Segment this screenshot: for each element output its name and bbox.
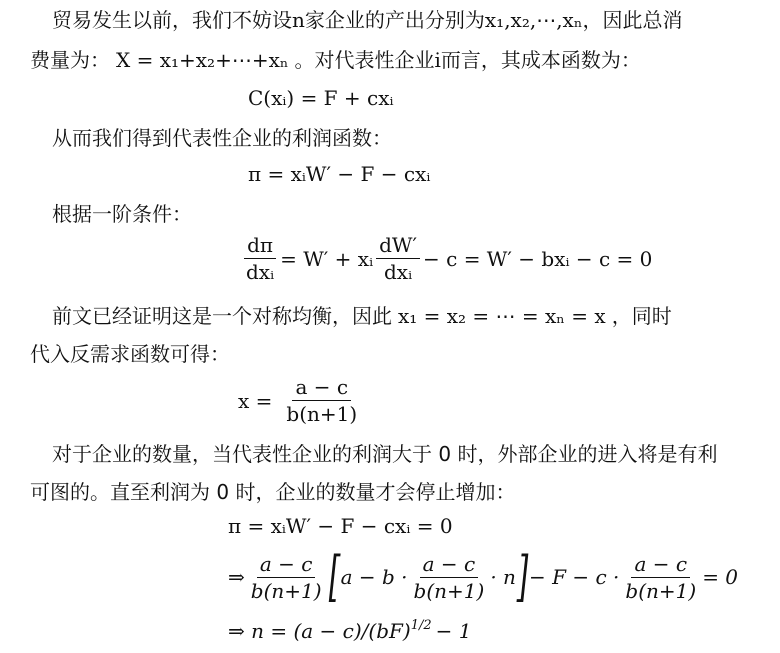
text: 贸易发生以前，我们不妨设 [52,8,292,32]
fraction-dW-dxi [376,232,420,285]
equation-cost-function: C(xᵢ) = F + cxᵢ [248,86,394,110]
numerator: a − c [257,551,316,578]
equation-x [238,374,363,427]
math-symmetric: x₁ = x₂ = ⋯ = xₙ = x [398,304,606,328]
math-text: · n [490,565,516,589]
denominator: dxᵢ [246,260,275,284]
paragraph-2 [30,124,766,152]
paragraph-4-line-1 [30,302,766,330]
text: 家企业的产出分别为 [304,8,485,32]
fraction-dpi-dxi [243,232,277,285]
equation-first-order-condition [240,232,652,285]
equation-profit-function: π = xᵢW′ − F − cxᵢ [248,162,431,186]
paragraph-4-line-2 [30,340,766,368]
equation-implies-2 [228,618,471,643]
math-text: − 1 [435,619,472,643]
paragraph-5-line-1 [30,440,766,468]
exponent: 1/2 [410,618,432,633]
numerator: dW′ [376,232,420,259]
math-text: = 0 [702,565,739,589]
paragraph-1-line-1 [30,6,766,34]
math-i: i [434,48,441,72]
numerator: a − c [420,551,479,578]
equation-implies-1 [228,545,739,608]
math-total-consumption: X = x₁+x₂+⋯+xₙ [116,48,289,72]
denominator: b(n+1) [413,578,485,603]
left-bracket: [ [328,545,340,608]
text: ，同时 [611,304,672,328]
text: 从而我们得到代表性企业的利润函数： [52,126,392,150]
math-text: ⇒ n = (a − c)/(bF) [228,619,411,643]
paragraph-5-line-2 [30,478,766,506]
paragraph-3 [30,200,766,228]
text: 而言，其成本函数为： [440,48,641,72]
math-text: x = [238,388,273,413]
text: 。对代表性企业 [294,48,435,72]
denominator: dxᵢ [384,260,413,284]
fraction [248,551,325,604]
fraction-x [283,374,360,427]
math-n: n [292,8,305,32]
math-x-list: x₁,x₂,⋯,xₙ [484,8,583,32]
denominator: b(n+1) [250,578,322,603]
math-text: − F − c · [529,565,620,589]
text: 对于企业的数量，当代表性企业的利润大于 0 时，外部企业的进入将是有利 [52,442,718,466]
denominator: b(n+1) [625,578,697,603]
text: ，因此总消 [582,8,683,32]
text: 根据一阶条件： [52,202,192,226]
text: 前文已经证明这是一个对称均衡，因此 [52,304,392,328]
right-bracket: ] [516,545,529,608]
numerator: a − c [292,374,351,401]
numerator: a − c [631,551,690,578]
text: 可图的。直至利润为 0 时，企业的数量才会停止增加： [30,480,516,504]
denominator: b(n+1) [286,402,358,426]
math-text: = W′ + xᵢ [280,246,374,271]
implies-arrow: ⇒ [228,565,245,589]
equation-zero-profit: π = xᵢW′ − F − cxᵢ = 0 [228,514,453,538]
math-text: a − b · [340,565,408,589]
numerator: dπ [244,232,276,259]
text: 费量为： [30,48,110,72]
text: 代入反需求函数可得： [30,342,230,366]
math-text: − c = W′ − bxᵢ − c = 0 [423,246,653,271]
fraction [622,551,699,604]
fraction [411,551,488,604]
paragraph-1-line-2 [30,46,766,74]
